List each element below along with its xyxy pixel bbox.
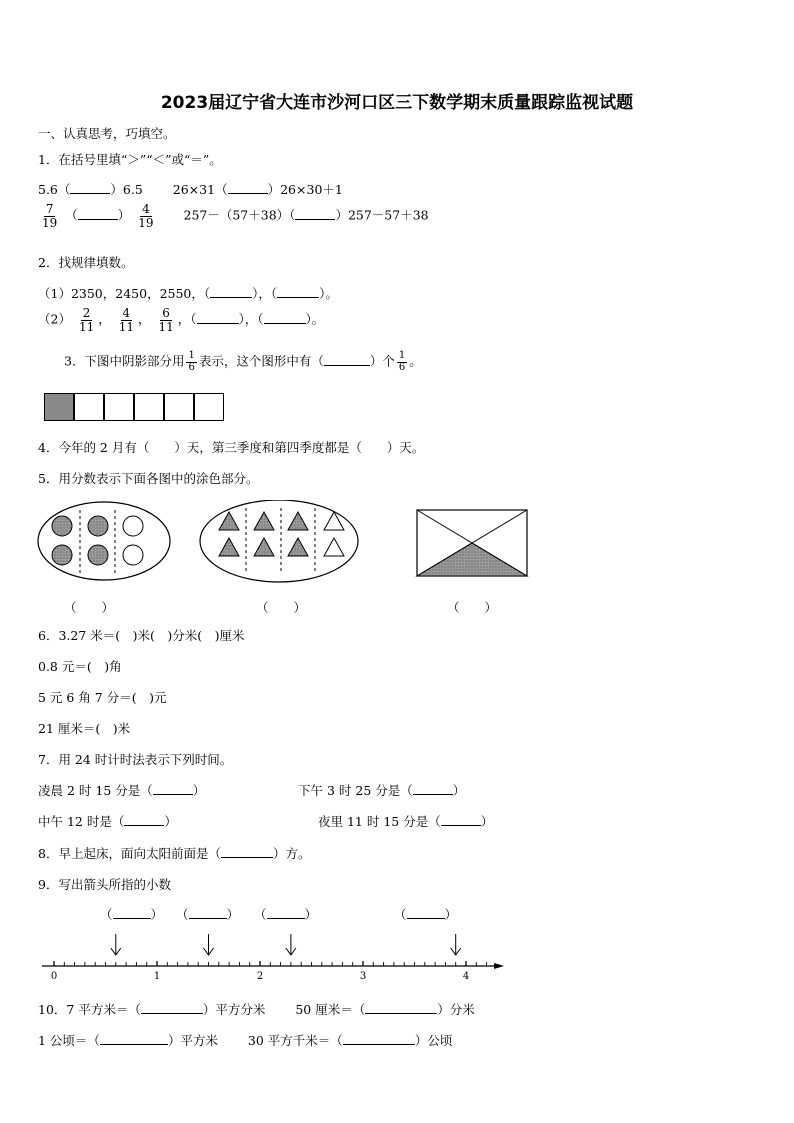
answer-blank[interactable] xyxy=(343,1033,415,1045)
q2-prompt: 2．找规律填数。 xyxy=(38,255,134,270)
shaded-triangle xyxy=(219,538,239,556)
tick-label: 0 xyxy=(50,971,58,982)
fraction: $\frac{1}{6}$ xyxy=(188,350,195,373)
shaded-triangle xyxy=(219,512,239,530)
empty-cell xyxy=(104,393,134,421)
q1-b-right: 26×30＋1 xyxy=(280,182,343,197)
q2-line1: （1）2350，2450，2550，（ ），（ ）。 xyxy=(38,286,338,301)
q4-text: 4．今年的 2 月有（ ）天，第三季度和第四季度都是（ ）天。 xyxy=(38,440,425,455)
page-title: 2023届辽宁省大连市沙河口区三下数学期末质量跟踪监视试题 xyxy=(160,93,634,113)
shaded-triangle xyxy=(254,538,274,556)
empty-circle xyxy=(123,545,143,565)
q1-d-right: 257－57＋38 xyxy=(347,207,429,223)
answer-blank[interactable] xyxy=(221,846,273,858)
q7-item: 下午 3 时 25 分是（ ） xyxy=(298,783,466,798)
shaded-triangle xyxy=(288,538,308,556)
empty-cell xyxy=(134,393,164,421)
q3-prompt: 3．下图中阴影部分用 $\frac{1}{6}$ 表示，这个图形中有（ ）个 $\frac{1}{6}$ 。 xyxy=(64,350,422,373)
empty-circle xyxy=(123,516,143,536)
answer-blank[interactable] xyxy=(124,814,164,826)
q10-line1: 10．7 平方米＝（ ）平方分米 50 厘米＝（ ）分米 xyxy=(38,1002,475,1017)
shaded-cell xyxy=(44,393,74,421)
tick-label: 4 xyxy=(462,971,470,982)
answer-blank[interactable] xyxy=(228,182,268,194)
empty-cell xyxy=(194,393,224,421)
fraction-strip xyxy=(44,393,226,421)
rectangle-figure xyxy=(417,510,527,576)
fraction: $\frac{2}{11}$ xyxy=(78,306,95,334)
answer-blank[interactable] xyxy=(277,286,319,298)
answer-parens[interactable]: （ ） xyxy=(256,600,307,615)
number-line xyxy=(38,930,508,982)
empty-cell xyxy=(74,393,104,421)
fraction: $\frac{6}{11}$ xyxy=(158,306,174,334)
shaded-circle xyxy=(52,516,72,536)
circles-figure xyxy=(38,502,170,580)
answer-blank[interactable] xyxy=(153,783,193,795)
answer-blank[interactable] xyxy=(413,783,453,795)
q1-row-a: 5.6（ ）6.5 26×31（ ）26×30＋1 xyxy=(38,182,343,197)
q1-a-right: 6.5 xyxy=(122,182,143,197)
q1-a-left: 5.6 xyxy=(38,182,58,197)
tick-label: 2 xyxy=(256,971,264,982)
q6-line: 6．3.27 米＝( )米( )分米( )厘米 xyxy=(38,628,245,643)
q6-line: 0.8 元＝( )角 xyxy=(38,659,122,674)
q7-item: 中午 12 时是（ ） xyxy=(38,814,177,829)
answer-blank[interactable] xyxy=(100,1033,168,1045)
q7-item: 夜里 11 时 15 分是（ ） xyxy=(318,814,494,829)
tick-label: 1 xyxy=(153,971,161,982)
answer-parens[interactable]: （ ） xyxy=(64,600,115,615)
fraction: $\frac{4}{11}$ xyxy=(118,306,134,334)
section-heading: 一、认真思考，巧填空。 xyxy=(38,126,176,141)
empty-triangle xyxy=(324,512,344,530)
fraction: $\frac{7}{19}$ xyxy=(42,202,58,230)
q9-prompt: 9．写出箭头所指的小数 xyxy=(38,877,171,892)
answer-parens[interactable]: （ ） xyxy=(254,907,318,922)
answer-blank[interactable] xyxy=(441,814,481,826)
empty-cell xyxy=(164,393,194,421)
shaded-circle xyxy=(88,545,108,565)
fraction: $\frac{4}{19}$ xyxy=(138,202,154,230)
answer-parens[interactable]: （ ） xyxy=(447,600,498,615)
shaded-triangle xyxy=(254,512,274,530)
answer-blank[interactable] xyxy=(70,182,110,194)
answer-parens[interactable]: （ ） xyxy=(394,907,458,922)
triangles-figure xyxy=(200,500,358,582)
q6-line: 5 元 6 角 7 分＝( )元 xyxy=(38,690,167,705)
q6-line: 21 厘米＝( )米 xyxy=(38,721,131,736)
axis-arrowhead xyxy=(494,963,504,969)
q8-text: 8．早上起床，面向太阳前面是（ ）方。 xyxy=(38,846,311,861)
answer-blank[interactable] xyxy=(264,312,306,324)
empty-triangle xyxy=(324,538,344,556)
fraction: $\frac{1}{6}$ xyxy=(398,350,406,373)
q1-row-b: $\frac{7}{19}$ （ ） $\frac{4}{19}$ 257－（57＋38）（ ）257－57＋38 xyxy=(42,202,429,230)
answer-blank[interactable] xyxy=(78,208,118,220)
answer-blank[interactable] xyxy=(210,286,252,298)
answer-parens[interactable]: （ ） xyxy=(176,907,240,922)
shaded-circle xyxy=(52,545,72,565)
answer-blank[interactable] xyxy=(295,208,335,220)
answer-parens[interactable]: （ ） xyxy=(100,907,164,922)
shaded-triangle xyxy=(288,512,308,530)
q10-line2: 1 公顷＝（ ）平方米 30 平方千米＝（ ）公顷 xyxy=(38,1033,453,1048)
q1-prompt: 1．在括号里填“＞”“＜”或“＝”。 xyxy=(38,152,222,167)
q7-item: 凌晨 2 时 15 分是（ ） xyxy=(38,783,206,798)
q2-line2: （2） $\frac{2}{11}$ ， $\frac{4}{11}$ ， $\frac{6}{11}$ ，（ ），（ ）。 xyxy=(38,306,325,334)
tick-label: 3 xyxy=(359,971,367,982)
q5-figures xyxy=(36,500,536,590)
answer-blank[interactable] xyxy=(141,1002,203,1014)
answer-blank[interactable] xyxy=(365,1002,437,1014)
q7-prompt: 7．用 24 时计时法表示下列时间。 xyxy=(38,752,233,767)
answer-blank[interactable] xyxy=(324,354,370,366)
q1-d-left: 257－（57＋38） xyxy=(183,207,290,223)
shaded-circle xyxy=(88,516,108,536)
answer-blank[interactable] xyxy=(197,312,239,324)
q5-prompt: 5．用分数表示下面各图中的涂色部分。 xyxy=(38,471,259,486)
q1-b-left: 26×31 xyxy=(172,182,216,197)
